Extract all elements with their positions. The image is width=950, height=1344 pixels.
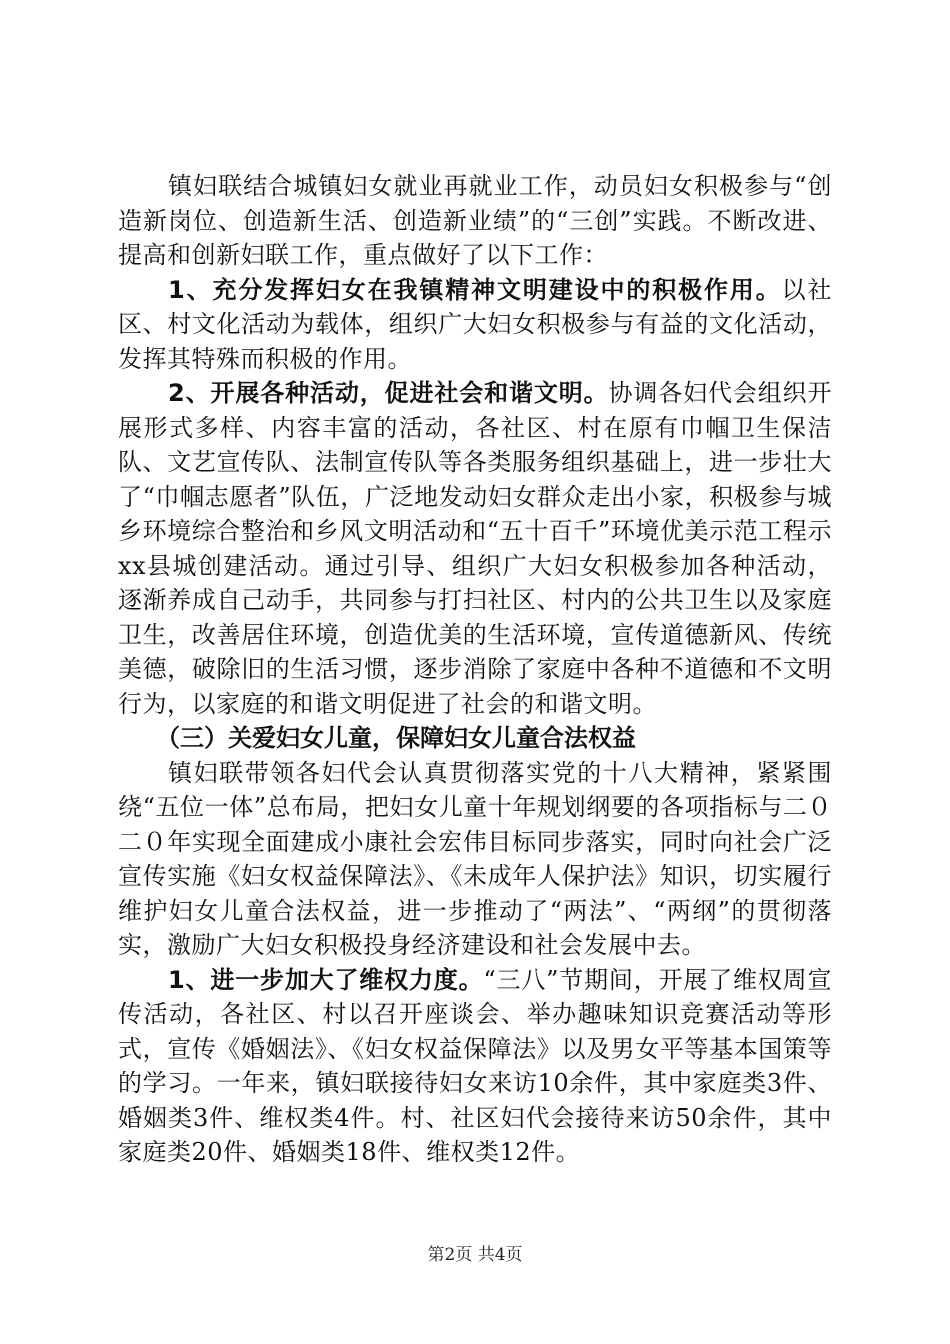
section3-item1-body: “三八”节期间，开展了维权周宣传活动，各社区、村以召开座谈会、举办趣味知识竞赛活动等形式，宣传《婚姻法》、《妇女权益保障法》以及男女平等基本国策等的学习。一年来，镇妇联接待妇女来访10余件，其中家庭类3件、婚姻类3件、维权类4件。村、社区妇代会接待来访50余件，其中家庭类20件、婚姻类18件、维权类12件。	[118, 965, 832, 1166]
item2-paragraph	[118, 376, 832, 721]
document-body	[118, 169, 832, 1170]
page-footer	[0, 1240, 950, 1265]
item1-body: 以社区、村文化活动为载体，组织广大妇女积极参与有益的文化活动，发挥其特殊而积极的作用。	[118, 275, 832, 373]
item1-lead: 1、充分发挥妇女在我镇精神文明建设中的积极作用。	[168, 275, 782, 304]
section3-intro-text: 镇妇联带领各妇代会认真贯彻落实党的十八大精神，紧紧围绕“五位一体”总布局，把妇女儿童十年规划纲要的各项指标与二０二０年实现全面建成小康社会宏伟目标同步落实，同时向社会广泛宣传实施《妇女权益保障法》、《未成年人保护法》知识，切实履行维护妇女儿童合法权益，进一步推动了“两法”、“两纲”的贯彻落实，激励广大妇女积极投身经济建设和社会发展中去。	[118, 758, 832, 959]
section3-item1-paragraph	[118, 963, 832, 1170]
section3-intro-paragraph	[118, 756, 832, 963]
intro-text: 镇妇联结合城镇妇女就业再就业工作，动员妇女积极参与“创造新岗位、创造新生活、创造新业绩”的“三创”实践。不断改进、提高和创新妇联工作，重点做好了以下工作：	[118, 172, 832, 269]
page-number-label: 第2页 共4页	[427, 1245, 523, 1265]
item2-lead: 2、开展各种活动，促进社会和谐文明。	[168, 379, 609, 407]
section3-item1-lead: 1、进一步加大了维权力度。	[168, 965, 484, 994]
item1-paragraph	[118, 273, 832, 377]
intro-paragraph	[118, 169, 832, 273]
section3-heading: （三）关爱妇女儿童，保障妇女儿童合法权益	[156, 724, 636, 752]
item2-body: 协调各妇代会组织开展形式多样、内容丰富的活动，各社区、村在原有巾帼卫生保洁队、文艺宣传队、法制宣传队等各类服务组织基础上，进一步壮大了“巾帼志愿者”队伍，广泛地发动妇女群众走出小家，积极参与城乡环境综合整治和乡风文明活动和“五十百千”环境优美示范工程示xx县城创建活动。通过引导、组织广大妇女积极参加各种活动，逐渐养成自己动手，共同参与打扫社区、村内的公共卫生以及家庭卫生，改善居住环境，创造优美的生活环境，宣传道德新风、传统美德，破除旧的生活习惯，逐步消除了家庭中各种不道德和不文明行为，以家庭的和谐文明促进了社会的和谐文明。	[118, 379, 832, 718]
